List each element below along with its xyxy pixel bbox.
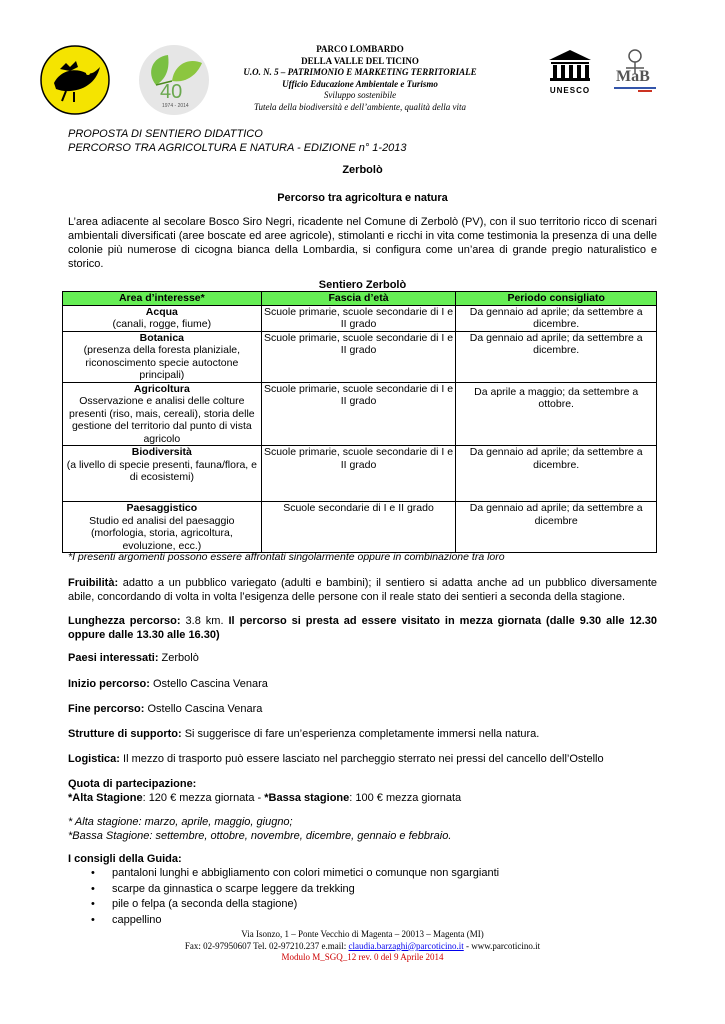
quota-prices [68, 791, 657, 805]
col-header-period: Periodo consigliato [456, 292, 657, 306]
bassa-note: *Bassa Stagione: settembre, ottobre, novembre, dicembre, gennaio e febbraio. [68, 830, 452, 842]
quota-label: Quota di partecipazione: [68, 778, 197, 790]
header-tagline1: Sviluppo sostenibile [323, 90, 397, 100]
col-header-age: Fascia d’età [261, 292, 456, 306]
lunghezza-value: 3.8 km. [180, 615, 229, 627]
inizio-label: Inizio percorso: [68, 678, 150, 690]
season-notes [68, 815, 657, 843]
header-org-sub: DELLA VALLE DEL TICINO [301, 55, 419, 66]
area-detail: Studio ed analisi del paesaggio (morfologia, storia, agricoltura, evoluzione, ecc.) [89, 514, 235, 552]
bullet-icon: • [91, 913, 95, 926]
area-detail: Osservazione e analisi delle colture presenti (riso, mais, cereali), storia delle gestione del territorio dal punto di vista agricolo [69, 395, 255, 445]
strutture-value: Si suggerisce di fare un’esperienza completamente immersi nella natura. [181, 728, 540, 740]
bullet-icon: • [91, 867, 95, 879]
tip-text: cappellino [112, 913, 162, 926]
tip-text: scarpe da ginnastica o scarpe leggere da trekking [112, 882, 355, 895]
mab-text: MaB [616, 68, 650, 85]
unesco-text: UNESCO [549, 86, 591, 95]
footer-contacts [140, 941, 585, 953]
page-subtitle: Percorso tra agricoltura e natura [277, 192, 448, 204]
table-row [63, 382, 657, 446]
fine-label: Fine percorso: [68, 703, 145, 715]
consigli-heading [68, 852, 657, 866]
email-link[interactable]: claudia.barzaghi@parcoticino.it [348, 940, 464, 951]
bullet-icon: • [91, 898, 95, 910]
cell-area [63, 446, 262, 502]
list-item [68, 913, 499, 929]
alta-value: : 120 € mezza giornata - [142, 792, 265, 804]
cell-period: Da aprile a maggio; da settembre a ottobre. [456, 382, 657, 446]
lunghezza-label: Lunghezza percorso: [68, 615, 181, 627]
fruibilita-label: Fruibilità: [68, 577, 119, 589]
cell-period: Da gennaio ad aprile; da settembre a dicembre. [456, 305, 657, 331]
area-name: Biodiversità [131, 446, 192, 458]
area-name: Agricoltura [133, 382, 190, 395]
table-row [63, 446, 657, 502]
bullet-icon: • [91, 882, 95, 895]
alta-label: *Alta Stagione [68, 792, 143, 804]
footer [140, 929, 585, 964]
footer-phone: Fax: 02-97950607 Tel. 02-97210.237 e.mail: [184, 940, 349, 951]
area-name: Botanica [139, 331, 185, 344]
unesco-logo [548, 49, 592, 93]
header-block [200, 44, 520, 113]
paesi-section [68, 651, 657, 665]
cell-area [63, 382, 262, 446]
fruibilita-text: adatto a un pubblico variegato (adulti e bambini); il sentiero si adatta anche ad un pubblico diversamente abile, concordando di volta in volta l’esigenza delle persone con il reale stato dei sentieri a seconda della stagione. [68, 577, 657, 603]
proposal-heading [68, 127, 407, 155]
tip-text: pantaloni lunghi e abbigliamento con colori mimetici o comunque non sgargianti [112, 867, 500, 879]
fruibilita-section [68, 576, 657, 604]
cell-period: Da gennaio ad aprile; da settembre a dicembre. [456, 331, 657, 382]
header-office: Ufficio Educazione Ambientale e Turismo [282, 78, 438, 89]
col-header-area: Area d’interesse* [63, 292, 262, 306]
paesi-label: Paesi interessati: [68, 652, 159, 664]
table-title: Sentiero Zerbolò [318, 279, 407, 291]
mab-logo [608, 48, 662, 94]
lunghezza-section [68, 614, 657, 642]
bassa-value: : 100 € mezza giornata [349, 792, 462, 804]
temple-icon [548, 49, 592, 81]
list-item [68, 897, 499, 913]
proposal-line2: PERCORSO TRA AGRICOLTURA E NATURA - EDIZIONE n° 1-2013 [68, 142, 407, 154]
lunghezza-timing: Il percorso si presta ad essere visitato in mezza giornata (dalle 9.30 alle 12.30 oppure dalle 13.30 alle 16.30) [68, 615, 657, 641]
header-org: PARCO LOMBARDO [316, 44, 404, 54]
list-item [68, 882, 499, 898]
header-unit: U.O. N. 5 – PATRIMONIO E MARKETING TERRITORIALE [243, 67, 477, 77]
anniversary-years: 1974 - 2014 [162, 103, 189, 109]
table-header-row [63, 292, 657, 306]
footer-module: Modulo M_SGQ_12 rev. 0 del 9 Aprile 2014 [281, 952, 444, 962]
area-name: Paesaggistico [126, 502, 198, 514]
cell-age: Scuole primarie, scuole secondarie di I e II grado [261, 382, 456, 446]
strutture-section [68, 727, 657, 741]
page-title: Zerbolò [342, 164, 383, 176]
header-tagline2: Tutela della biodiversità e dell’ambiente, qualità della vita [254, 101, 466, 112]
footer-website: - www.parcoticino.it [463, 940, 541, 951]
cell-age: Scuole primarie, scuole secondarie di I e II grado [261, 331, 456, 382]
anniversary-number: 40 [160, 81, 183, 103]
proposal-line1: PROPOSTA DI SENTIERO DIDATTICO [68, 128, 263, 140]
logistica-section [68, 752, 657, 766]
cell-age: Scuole primarie, scuole secondarie di I e II grado [261, 305, 456, 331]
cell-age: Scuole secondarie di I e II grado [261, 502, 456, 553]
list-item [68, 866, 499, 882]
area-detail: (presenza della foresta planiziale, riconoscimento specie autoctone principali) [83, 344, 241, 381]
table-row [63, 305, 657, 331]
park-bird-icon [40, 45, 110, 115]
table-row [63, 502, 657, 553]
table-row [63, 331, 657, 382]
logistica-value: Il mezzo di trasporto può essere lasciato nel parcheggio sterrato nei pressi del cancello dell’Ostello [119, 753, 604, 765]
table-note: *I presenti argomenti possono essere affrontati singolarmente oppure in combinazione tra loro [68, 551, 505, 563]
fine-section [68, 702, 657, 716]
cell-area [63, 502, 262, 553]
consigli-label: I consigli della Guida: [68, 853, 182, 865]
logistica-label: Logistica: [68, 753, 120, 765]
footer-address: Via Isonzo, 1 – Ponte Vecchio di Magenta – 20013 – Magenta (MI) [241, 929, 484, 939]
tips-list [68, 866, 499, 928]
cell-age: Scuole primarie, scuole secondarie di I e II grado [261, 446, 456, 502]
intro-paragraph: L’area adiacente al secolare Bosco Siro Negri, ricadente nel Comune di Zerbolò (PV), con il suo territorio ricco di scenari ambientali diversificati (aree boscate ed aree agricole), stimolanti e ricchi in vita come testimonia la presenza di una delle colonie più numerose di cicogna bianca della Lombardia, si configura come un’area di grande pregio naturalistico e storico. [68, 216, 657, 270]
area-detail: (a livello di specie presenti, fauna/flora, e di ecosistemi) [66, 458, 257, 483]
cell-period: Da gennaio ad aprile; da settembre a dicembre [456, 502, 657, 553]
cell-area [63, 305, 262, 331]
area-detail: (canali, rogge, fiume) [112, 318, 212, 330]
fine-value: Ostello Cascina Venara [144, 703, 263, 715]
alta-note: * Alta stagione: marzo, aprile, maggio, giugno; [68, 816, 293, 828]
bassa-label: *Bassa stagione [264, 792, 350, 804]
area-name: Acqua [145, 305, 178, 318]
paesi-value: Zerbolò [158, 652, 199, 664]
cell-period: Da gennaio ad aprile; da settembre a dicembre. [456, 446, 657, 502]
routes-table [62, 291, 657, 553]
inizio-value: Ostello Cascina Venara [149, 678, 268, 690]
strutture-label: Strutture di supporto: [68, 728, 182, 740]
tip-text: pile o felpa (a seconda della stagione) [112, 898, 298, 910]
park-bird-logo [40, 45, 110, 115]
cell-area [63, 331, 262, 382]
inizio-section [68, 677, 657, 691]
quota-section [68, 777, 657, 805]
